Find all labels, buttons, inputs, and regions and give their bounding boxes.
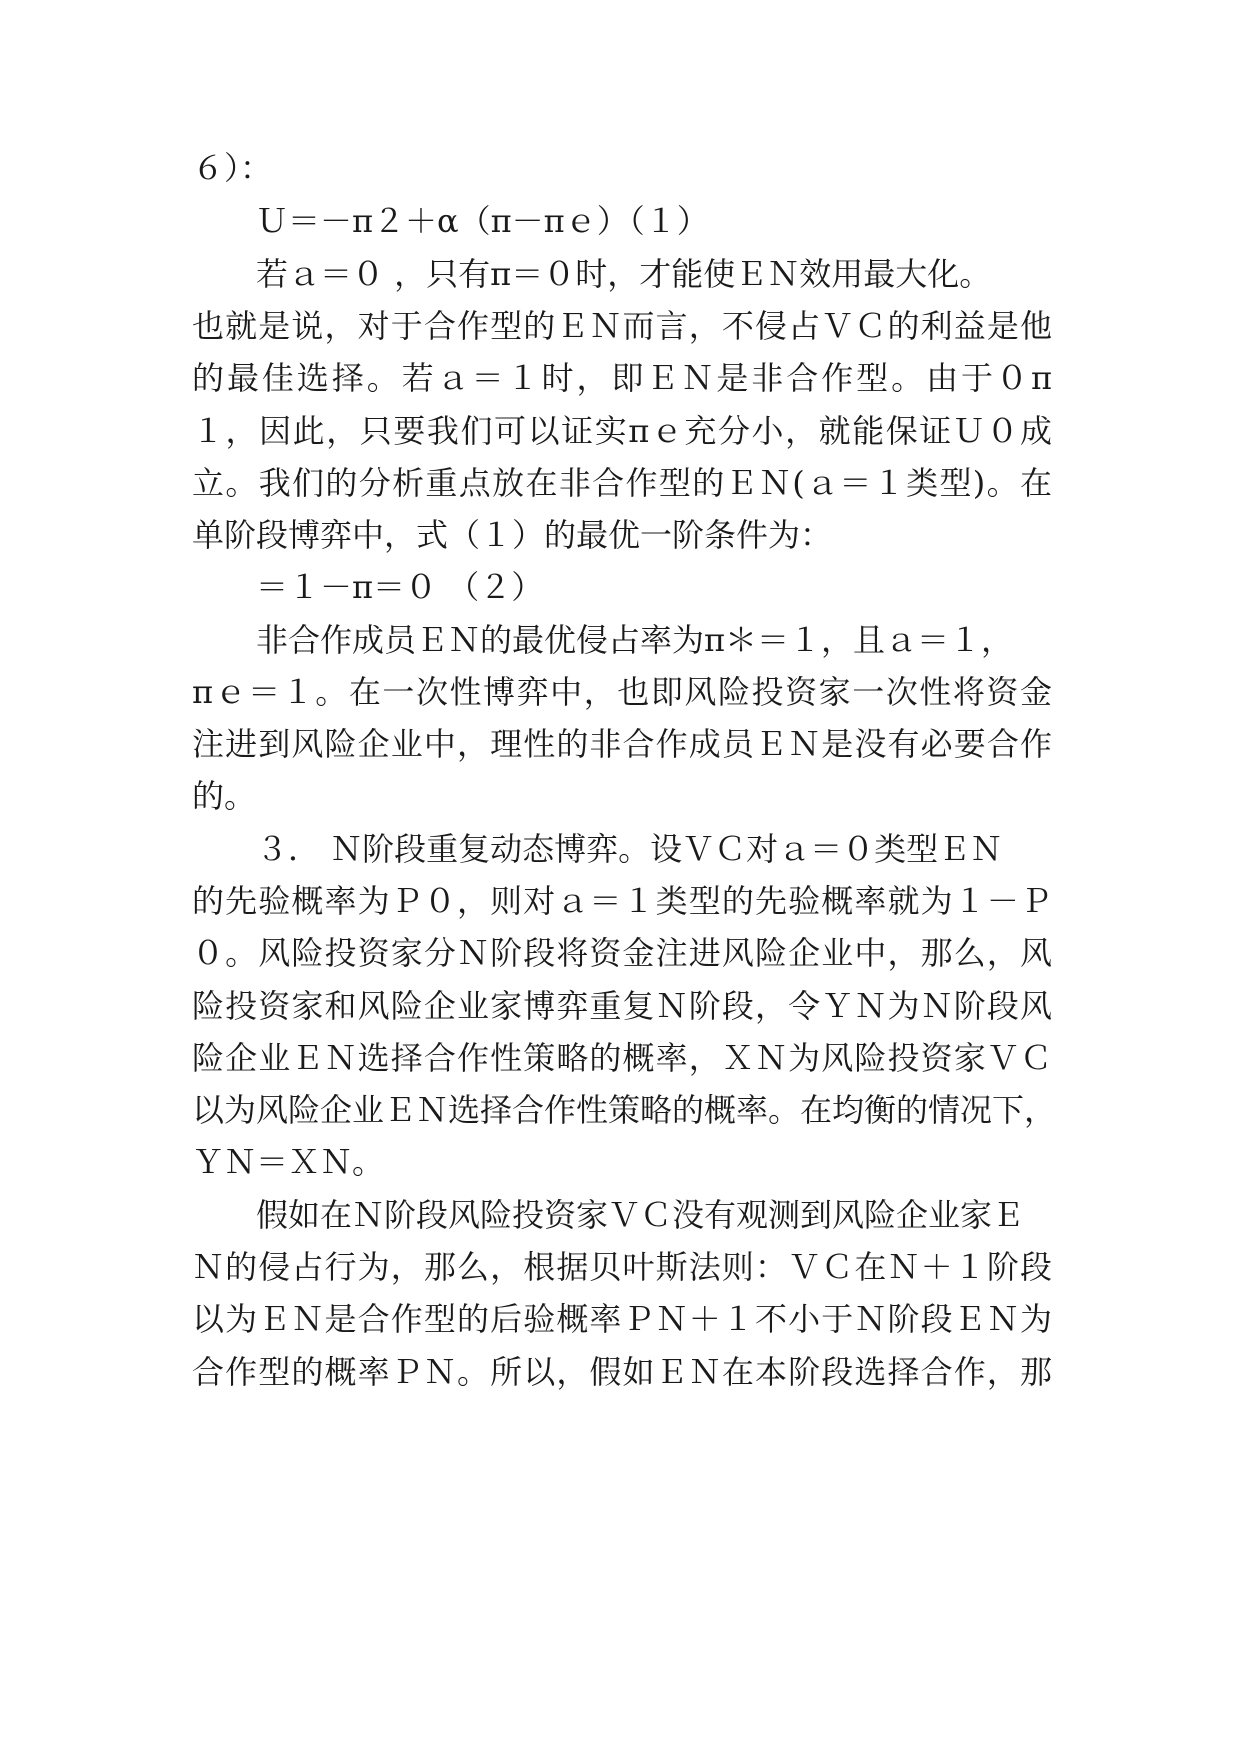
text-line-22: Ｎ的侵占行为，那么，根据贝叶斯法则：ＶＣ在Ｎ＋１阶段	[192, 1248, 1052, 1286]
text-line-12: 注进到风险企业中，理性的非合作成员ＥＮ是没有必要合作	[192, 725, 1052, 763]
text-line-19: 以为风险企业ＥＮ选择合作性策略的概率。在均衡的情况下，	[192, 1091, 1057, 1129]
section-3-heading: ３． Ｎ阶段重复动态博弈。设ＶＣ对ａ＝０类型ＥＮ	[256, 830, 1003, 868]
text-line-4: 也就是说，对于合作型的ＥＮ而言，不侵占ＶＣ的利益是他	[192, 307, 1052, 345]
formula-2: ＝１－π＝０ （２）	[256, 568, 544, 606]
text-line-13: 的。	[192, 777, 257, 815]
text-line-17: 险投资家和风险企业家博弈重复Ｎ阶段，令ＹＮ为Ｎ阶段风	[192, 987, 1052, 1025]
text-line-8: 单阶段博弈中，式（１）的最优一阶条件为：	[192, 516, 833, 554]
text-line-23: 以为ＥＮ是合作型的后验概率ＰＮ＋１不小于Ｎ阶段ＥＮ为	[192, 1300, 1052, 1338]
text-line-11: πｅ＝１。在一次性博弈中，也即风险投资家一次性将资金	[192, 673, 1052, 711]
text-line-1: ６）：	[192, 149, 273, 187]
text-line-10: 非合作成员ＥＮ的最优侵占率为π＊＝１，且ａ＝１，	[256, 621, 1014, 659]
text-line-3: 若ａ＝０ ，只有π＝０时，才能使ＥＮ效用最大化。	[256, 255, 992, 293]
text-line-20: ＹＮ＝ＸＮ。	[192, 1143, 385, 1181]
text-line-5: 的最佳选择。若ａ＝１时，即ＥＮ是非合作型。由于０π	[192, 359, 1052, 397]
text-line-18: 险企业ＥＮ选择合作性策略的概率，ＸＮ为风险投资家ＶＣ	[192, 1039, 1052, 1077]
text-line-16: ０。风险投资家分Ｎ阶段将资金注进风险企业中，那么，风	[192, 934, 1052, 972]
text-line-24: 合作型的概率ＰＮ。所以，假如ＥＮ在本阶段选择合作，那	[192, 1353, 1052, 1391]
text-line-6: １，因此，只要我们可以证实πｅ充分小，就能保证Ｕ０成	[192, 412, 1052, 450]
text-line-15: 的先验概率为Ｐ０，则对ａ＝１类型的先验概率就为１－Ｐ	[192, 882, 1052, 920]
formula-1: Ｕ＝－π２＋α（π－πｅ）（１）	[256, 202, 709, 240]
text-line-7: 立。我们的分析重点放在非合作型的ＥＮ(ａ＝１类型)。在	[192, 464, 1052, 502]
text-line-21: 假如在Ｎ阶段风险投资家ＶＣ没有观测到风险企业家Ｅ	[256, 1196, 1025, 1234]
